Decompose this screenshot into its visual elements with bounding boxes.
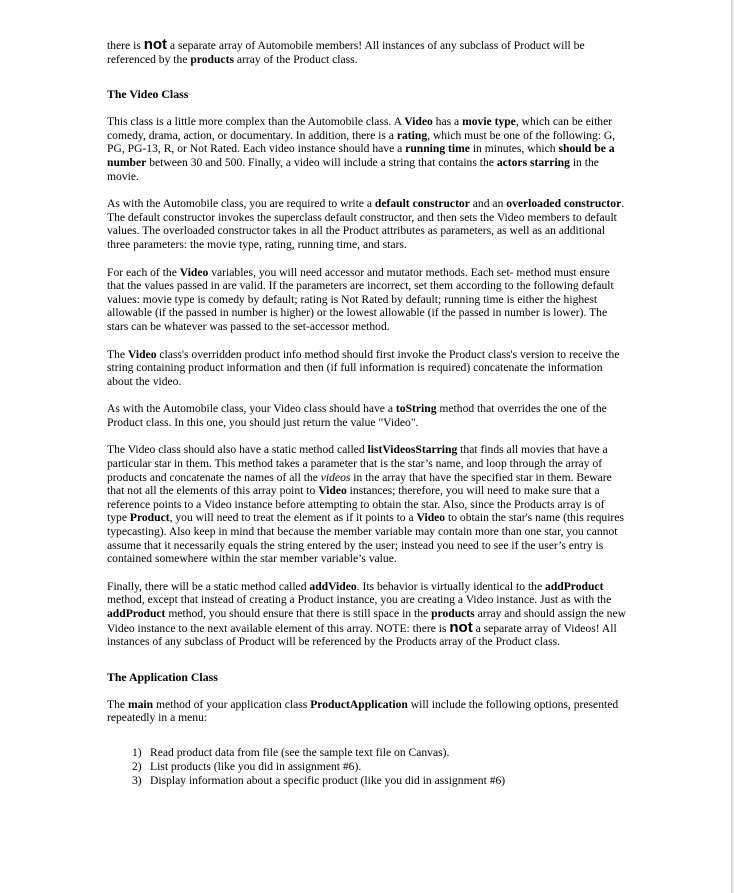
list-item: [107, 774, 627, 788]
video-product-info-paragraph: The Video class's overridden product info method should first invoke the Product class's version to receive the string containing product information and then (if full information is required) concatenate the information about the video.: [107, 347, 620, 388]
document-body: [107, 38, 627, 787]
video-list-starring-paragraph: The Video class should also have a static method called listVideosStarring that finds all movies that have a particular star in them. This method takes a parameter that is the star’s name, and loop through the array of products and concatenate the names of all the videos in the array that have the specified star in them. Beware that not all the elements of this array point to Video instances; therefore, you will need to make sure that a reference points to a Video instance before attempting to obtain the star. Also, since the Products array is of type Product, you will need to treat the element as if it points to a Video to obtain the star's name (this requires typecasting). Also keep in mind that because the member variable may contain more than one star, you cannot assume that it necessarily equals the string entered by the user; instead you need to see if the user’s entry is contained somewhere within the star member variable’s value.: [107, 443, 624, 566]
list-item-number: 3): [132, 773, 142, 787]
video-tostring-paragraph: As with the Automobile class, your Video class should have a toString method that overrides the one of the Product class. In this one, you should just return the value "Video".: [107, 402, 607, 429]
intro-paragraph: there is not a separate array of Automobile members! All instances of any subclass of Product will be referenced by the products array of the Product class.: [107, 36, 585, 66]
video-class-heading: The Video Class: [107, 87, 189, 102]
application-main-paragraph: The main method of your application class ProductApplication will include the following options, presented repeatedly in a menu:: [107, 697, 619, 725]
video-accessors-paragraph: For each of the Video variables, you will need accessor and mutator methods. Each set- method must ensure that the values passed in are valid. If the parameters are incorrect, set them according to the following default values: movie type is comedy by default; rating is Not Rated by default; running time is either the highest allowable (if the passed in number is higher) or the lowest allowable (if the passed in number is lower). The stars can be whatever was passed to the set-accessor method.: [107, 265, 614, 333]
list-item-text: Display information about a specific product (like you did in assignment #6): [150, 773, 506, 787]
list-item: [107, 760, 627, 774]
video-description-paragraph: This class is a little more complex than the Automobile class. A Video has a movie type, which can be either comedy, drama, action, or documentary. In addition, there is a rating, which must be one of the following: G, PG, PG-13, R, or Not Rated. Each video instance should have a running time in minutes, which should be a number between 30 and 500. Finally, a video will include a string that contains the actors starring in the movie.: [107, 115, 616, 183]
video-add-video-paragraph: Finally, there will be a static method called addVideo. Its behavior is virtually identical to the addProduct method, except that instead of creating a Product instance, you are creating a Video instance. Just as with the addProduct method, you should ensure that there is still space in the products array and should assign the new Video instance to the next available element of this array. NOTE: there is not a separate array of Videos! All instances of any subclass of Product will be referenced by the Products array of the Product class.: [107, 579, 626, 649]
application-class-heading: The Application Class: [107, 669, 218, 684]
video-constructors-paragraph: As with the Automobile class, you are required to write a default constructor and an overloaded constructor. The default constructor invokes the superclass default constructor, and then sets the Video members to default values. The overloaded constructor takes in all the Product attributes as parameters, as well as an additional three parameters: the movie type, rating, running time, and stars.: [107, 197, 625, 251]
list-item-text: List products (like you did in assignment #6).: [150, 759, 362, 773]
list-item-text: Read product data from file (see the sample text file on Canvas).: [150, 745, 450, 759]
list-item: [107, 746, 627, 760]
menu-options-list: [107, 746, 627, 787]
list-item-number: 1): [132, 745, 142, 759]
list-item-number: 2): [132, 759, 142, 773]
